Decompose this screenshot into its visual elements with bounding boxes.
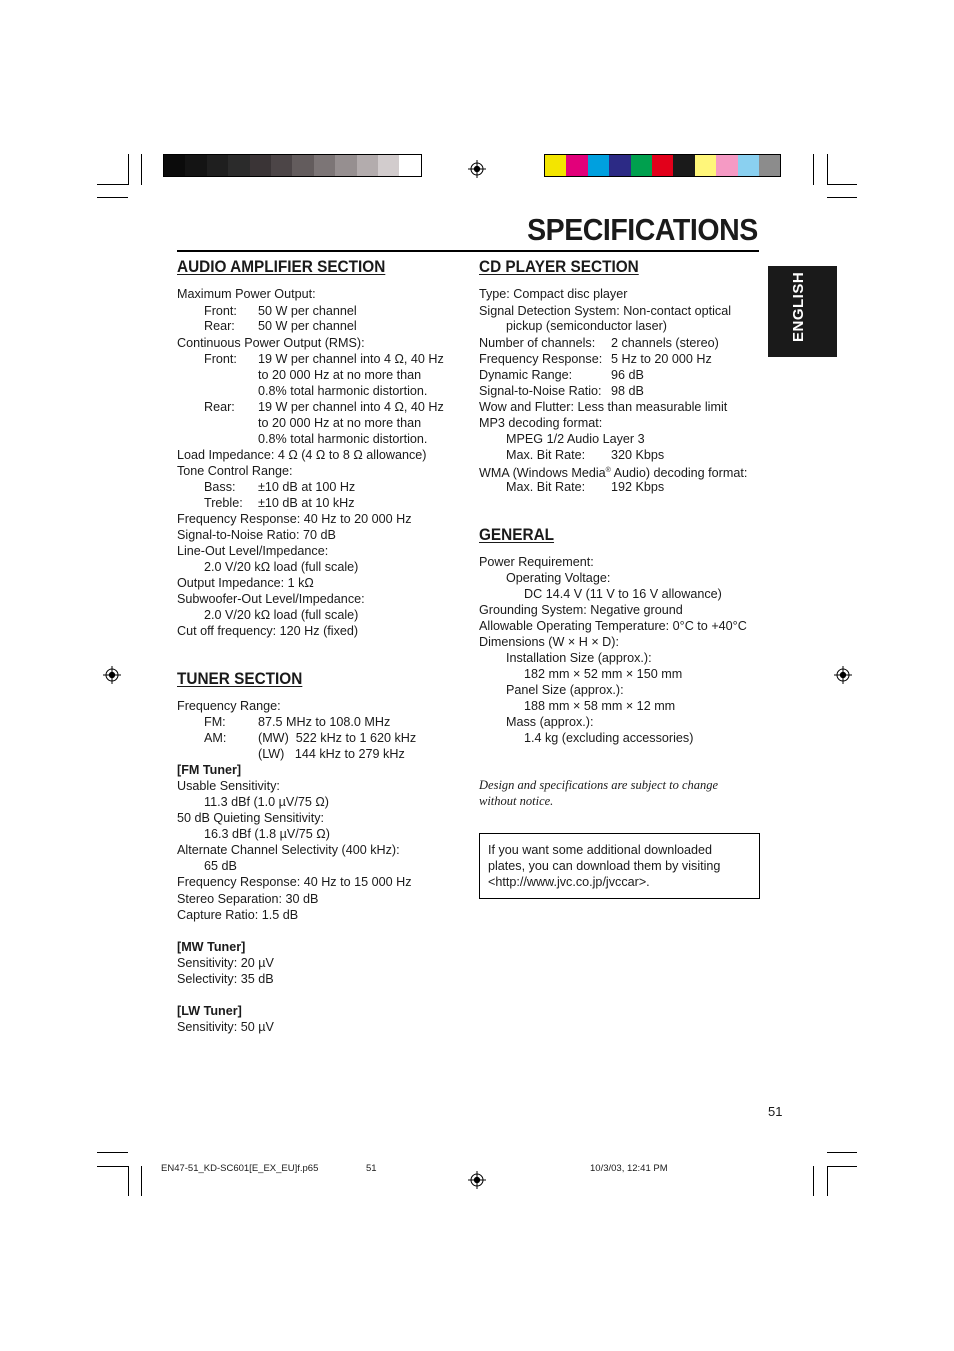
spec-value: 0.8% total harmonic distortion. bbox=[258, 432, 428, 446]
footer-page: 51 bbox=[366, 1163, 377, 1174]
process-color-bar bbox=[544, 154, 781, 177]
cd-section-heading: CD PLAYER SECTION bbox=[479, 258, 639, 276]
color-swatch bbox=[738, 155, 759, 176]
spec-line: Load Impedance: 4 Ω (4 Ω to 8 Ω allowance) bbox=[177, 448, 427, 462]
crop-mark bbox=[141, 154, 142, 185]
spec-value: 2.0 V/20 kΩ load (full scale) bbox=[204, 560, 359, 574]
color-swatch bbox=[609, 155, 630, 176]
lw-tuner-subheading: [LW Tuner] bbox=[177, 1004, 242, 1018]
crop-mark bbox=[813, 154, 814, 185]
spec-line: Allowable Operating Temperature: 0°C to +40°C bbox=[479, 619, 747, 633]
spec-line: Installation Size (approx.): bbox=[506, 651, 652, 665]
spec-line: Grounding System: Negative ground bbox=[479, 603, 683, 617]
footer-filename: EN47-51_KD-SC601[E_EX_EU]f.p65 bbox=[161, 1163, 319, 1174]
spec-line: Output Impedance: 1 kΩ bbox=[177, 576, 314, 590]
spec-label: Bass: bbox=[204, 480, 236, 494]
color-swatch bbox=[185, 155, 206, 176]
spec-line: Frequency Range: bbox=[177, 699, 281, 713]
spec-line: Usable Sensitivity: bbox=[177, 779, 280, 793]
spec-line: Capture Ratio: 1.5 dB bbox=[177, 908, 299, 922]
crop-mark bbox=[827, 154, 828, 185]
spec-value: ±10 dB at 100 Hz bbox=[258, 480, 356, 494]
spec-label: Max. Bit Rate: bbox=[506, 480, 586, 494]
spec-label: AM: bbox=[204, 731, 227, 745]
spec-value: ±10 dB at 10 kHz bbox=[258, 496, 355, 510]
box-line: If you want some additional downloaded bbox=[488, 843, 713, 857]
crop-mark bbox=[827, 1152, 857, 1153]
spec-line: Sensitivity: 50 µV bbox=[177, 1020, 274, 1034]
color-swatch bbox=[673, 155, 694, 176]
spec-line: Selectivity: 35 dB bbox=[177, 972, 274, 986]
crop-mark bbox=[97, 197, 128, 198]
footer-date: 10/3/03, 12:41 PM bbox=[590, 1163, 668, 1174]
download-info-box bbox=[479, 833, 760, 899]
spec-line: Subwoofer-Out Level/Impedance: bbox=[177, 592, 365, 606]
spec-value: pickup (semiconductor laser) bbox=[506, 319, 667, 333]
color-swatch bbox=[292, 155, 313, 176]
crop-mark bbox=[827, 197, 857, 198]
spec-value: 87.5 MHz to 108.0 MHz bbox=[258, 715, 391, 729]
spec-label: Treble: bbox=[204, 496, 243, 510]
spec-value: DC 14.4 V (11 V to 16 V allowance) bbox=[524, 587, 722, 601]
spec-value: 1.4 kg (excluding accessories) bbox=[524, 731, 694, 745]
spec-label: Rear: bbox=[204, 319, 235, 333]
spec-value: 11.3 dBf (1.0 µV/75 Ω) bbox=[204, 795, 329, 809]
tuner-section-heading: TUNER SECTION bbox=[177, 670, 303, 688]
spec-line: Frequency Response: 40 Hz to 20 000 Hz bbox=[177, 512, 412, 526]
spec-line: 50 dB Quieting Sensitivity: bbox=[177, 811, 325, 825]
color-swatch bbox=[357, 155, 378, 176]
spec-line: Power Requirement: bbox=[479, 555, 594, 569]
spec-line: Line-Out Level/Impedance: bbox=[177, 544, 329, 558]
spec-label: Frequency Response: bbox=[479, 352, 603, 366]
audio-section-heading: AUDIO AMPLIFIER SECTION bbox=[177, 258, 386, 276]
registration-mark-icon bbox=[834, 666, 852, 684]
color-swatch bbox=[631, 155, 652, 176]
spec-line: Continuous Power Output (RMS): bbox=[177, 336, 365, 350]
spec-line: WMA (Windows Media® Audio) decoding format: bbox=[479, 466, 748, 481]
title-rule bbox=[177, 250, 759, 252]
spec-line: Dimensions (W × H × D): bbox=[479, 635, 619, 649]
language-tab-label: ENGLISH bbox=[790, 271, 807, 342]
spec-value: 188 mm × 58 mm × 12 mm bbox=[524, 699, 676, 713]
spec-value: 5 Hz to 20 000 Hz bbox=[611, 352, 712, 366]
color-swatch bbox=[545, 155, 566, 176]
spec-line: Operating Voltage: bbox=[506, 571, 611, 585]
spec-line: Type: Compact disc player bbox=[479, 287, 628, 301]
spec-value: 0.8% total harmonic distortion. bbox=[258, 384, 428, 398]
spec-line: MP3 decoding format: bbox=[479, 416, 603, 430]
spec-value: 19 W per channel into 4 Ω, 40 Hz bbox=[258, 400, 444, 414]
spec-value: MPEG 1/2 Audio Layer 3 bbox=[506, 432, 645, 446]
color-swatch bbox=[164, 155, 185, 176]
spec-value: 2 channels (stereo) bbox=[611, 336, 719, 350]
registration-mark-icon bbox=[103, 666, 121, 684]
spec-value: (MW) 522 kHz to 1 620 kHz bbox=[258, 731, 417, 745]
color-swatch bbox=[314, 155, 335, 176]
color-swatch bbox=[228, 155, 249, 176]
crop-mark bbox=[813, 1166, 814, 1196]
spec-label: Front: bbox=[204, 304, 237, 318]
box-line: plates, you can download them by visiting bbox=[488, 859, 721, 873]
color-swatch bbox=[652, 155, 673, 176]
color-swatch bbox=[399, 155, 420, 176]
spec-value: 2.0 V/20 kΩ load (full scale) bbox=[204, 608, 359, 622]
spec-line: Tone Control Range: bbox=[177, 464, 293, 478]
spec-value: 320 Kbps bbox=[611, 448, 665, 462]
registration-mark-icon bbox=[468, 160, 486, 178]
color-swatch bbox=[588, 155, 609, 176]
color-swatch bbox=[695, 155, 716, 176]
spec-label: Dynamic Range: bbox=[479, 368, 573, 382]
general-section-heading: GENERAL bbox=[479, 526, 555, 544]
spec-line: Mass (approx.): bbox=[506, 715, 594, 729]
page-title: SPECIFICATIONS bbox=[527, 212, 758, 247]
registration-mark-icon bbox=[468, 1171, 486, 1189]
crop-mark bbox=[827, 1166, 828, 1196]
color-swatch bbox=[378, 155, 399, 176]
crop-mark bbox=[97, 1166, 128, 1167]
spec-value: 16.3 dBf (1.8 µV/75 Ω) bbox=[204, 827, 330, 841]
spec-value: to 20 000 Hz at no more than bbox=[258, 416, 422, 430]
spec-line: Alternate Channel Selectivity (400 kHz): bbox=[177, 843, 400, 857]
spec-value: 50 W per channel bbox=[258, 319, 357, 333]
spec-line: Signal Detection System: Non-contact optical bbox=[479, 304, 731, 318]
disclaimer-note: Design and specifications are subject to change bbox=[479, 778, 719, 792]
crop-mark bbox=[827, 1166, 857, 1167]
spec-line: Wow and Flutter: Less than measurable limit bbox=[479, 400, 728, 414]
spec-line: Stereo Separation: 30 dB bbox=[177, 892, 319, 906]
spec-line: Frequency Response: 40 Hz to 15 000 Hz bbox=[177, 875, 412, 889]
spec-line: Panel Size (approx.): bbox=[506, 683, 624, 697]
crop-mark bbox=[97, 1152, 128, 1153]
spec-line: Signal-to-Noise Ratio: 70 dB bbox=[177, 528, 336, 542]
box-line: <http://www.jvc.co.jp/jvccar>. bbox=[488, 875, 650, 889]
grayscale-color-bar bbox=[163, 154, 422, 177]
spec-line: Cut off frequency: 120 Hz (fixed) bbox=[177, 624, 359, 638]
crop-mark bbox=[128, 154, 129, 185]
language-tab bbox=[768, 266, 837, 357]
crop-mark bbox=[97, 184, 128, 185]
mw-tuner-subheading: [MW Tuner] bbox=[177, 940, 246, 954]
spec-line: Maximum Power Output: bbox=[177, 287, 316, 301]
spec-value: (LW) 144 kHz to 279 kHz bbox=[258, 747, 405, 761]
color-swatch bbox=[716, 155, 737, 176]
spec-label: Signal-to-Noise Ratio: bbox=[479, 384, 602, 398]
crop-mark bbox=[128, 1166, 129, 1196]
spec-value: 182 mm × 52 mm × 150 mm bbox=[524, 667, 683, 681]
disclaimer-note: without notice. bbox=[479, 794, 554, 808]
spec-label: Max. Bit Rate: bbox=[506, 448, 586, 462]
spec-label: Number of channels: bbox=[479, 336, 596, 350]
spec-label: Rear: bbox=[204, 400, 235, 414]
spec-label: FM: bbox=[204, 715, 226, 729]
spec-value: 65 dB bbox=[204, 859, 237, 873]
color-swatch bbox=[250, 155, 271, 176]
crop-mark bbox=[141, 1166, 142, 1196]
spec-value: 98 dB bbox=[611, 384, 644, 398]
spec-value: 96 dB bbox=[611, 368, 644, 382]
fm-tuner-subheading: [FM Tuner] bbox=[177, 763, 242, 777]
color-swatch bbox=[335, 155, 356, 176]
page-number: 51 bbox=[768, 1104, 783, 1119]
color-swatch bbox=[566, 155, 587, 176]
spec-label: Front: bbox=[204, 352, 237, 366]
color-swatch bbox=[207, 155, 228, 176]
spec-value: to 20 000 Hz at no more than bbox=[258, 368, 422, 382]
color-swatch bbox=[759, 155, 780, 176]
spec-value: 192 Kbps bbox=[611, 480, 665, 494]
color-swatch bbox=[271, 155, 292, 176]
spec-value: 19 W per channel into 4 Ω, 40 Hz bbox=[258, 352, 444, 366]
spec-line: Sensitivity: 20 µV bbox=[177, 956, 274, 970]
spec-value: 50 W per channel bbox=[258, 304, 357, 318]
crop-mark bbox=[827, 184, 857, 185]
